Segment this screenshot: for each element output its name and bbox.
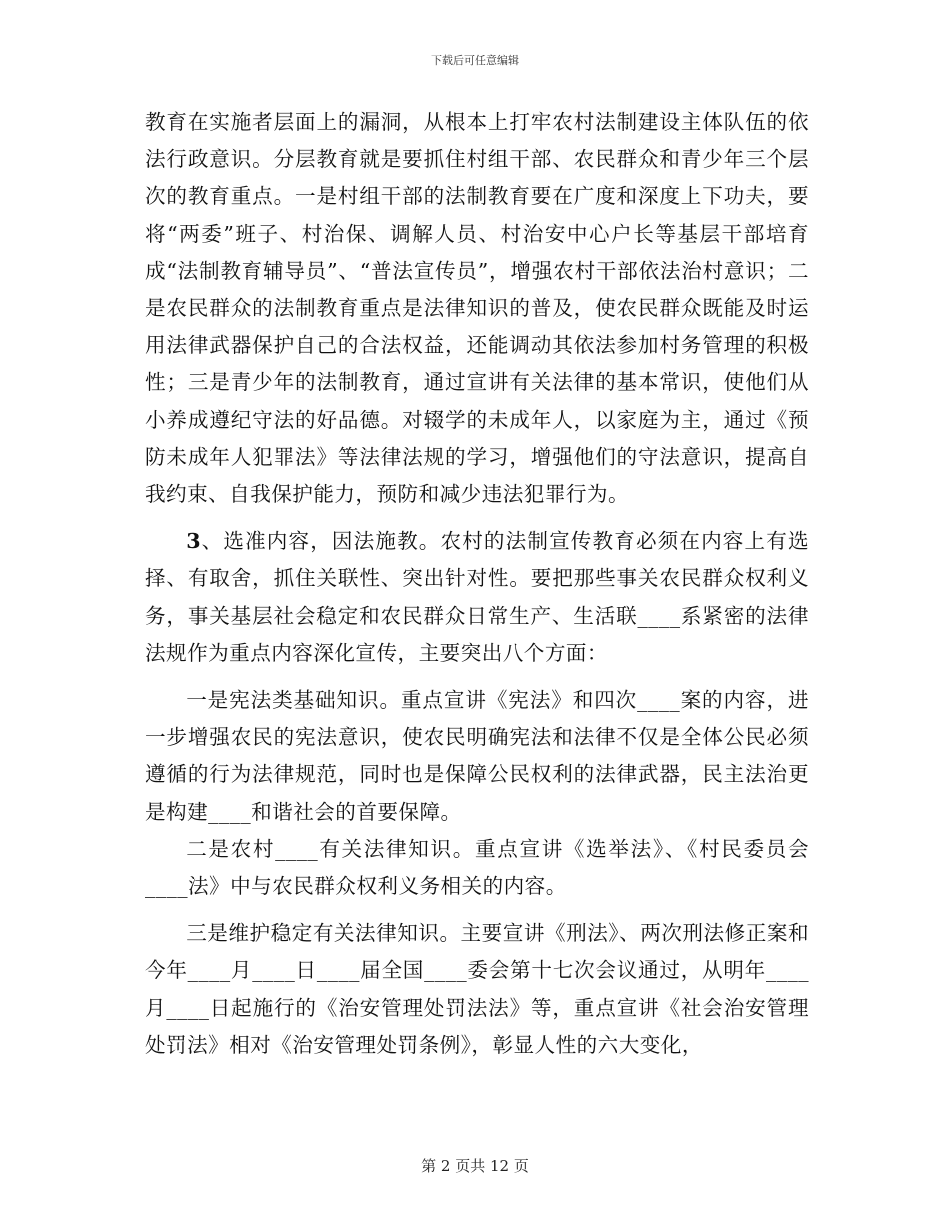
paragraph-3: 一是宪法类基础知识。重点宣讲《宪法》和四次____案的内容，进一步增强农民的宪法意识，使农民明确宪法和法律不仅是全体公民必须遵循的行为法律规范，同时也是保障公民权利的法律武器，民主法治更是构建____和谐社会的首要保障。 [145,688,809,824]
paragraph-2 [145,523,809,672]
paragraph-4: 二是农村____有关法律知识。重点宣讲《选举法》、《村民委员会____法》中与农民群众权利义务相关的内容。 [145,836,809,899]
page-footer: 第 2 页共 12 页 [421,1157,529,1175]
section-number: 3 [186,529,201,554]
paragraph-5: 三是维护稳定有关法律知识。主要宣讲《刑法》、两次刑法修正案和今年____月____日____届全国____委会第十七次会议通过，从明年____月____日起施行的《治安管理处罚法法》等，重点宣讲《社会治安管理处罚法》相对《治安管理处罚条例》，彰显人性的六大变化， [145,921,809,1057]
document-body [145,104,809,1074]
paragraph-2-text: 、选准内容，因法施教。农村的法制宣传教育必须在内容上有选择、有取舍，抓住关联性、突出针对性。要把那些事关农民群众权利义务，事关基层社会稳定和农民群众日常生产、生活联____系紧密的法律法规作为重点内容深化宣传，主要突出八个方面： [145,529,809,665]
page-header: 下载后可任意编辑 [431,54,519,67]
paragraph-1: 教育在实施者层面上的漏洞，从根本上打牢农村法制建设主体队伍的依法行政意识。分层教育就是要抓住村组干部、农民群众和青少年三个层次的教育重点。一是村组干部的法制教育要在广度和深度上下功夫，要将“两委”班子、村治保、调解人员、村治安中心户长等基层干部培育成“法制教育辅导员”、“普法宣传员”，增强农村干部依法治村意识；二是农民群众的法制教育重点是法律知识的普及，使农民群众既能及时运用法律武器保护自己的合法权益，还能调动其依法参加村务管理的积极性；三是青少年的法制教育，通过宣讲有关法律的基本常识，使他们从小养成遵纪守法的好品德。对辍学的未成年人，以家庭为主，通过《预防未成年人犯罪法》等法律法规的学习，增强他们的守法意识，提高自我约束、自我保护能力，预防和减少违法犯罪行为。 [145,110,809,507]
